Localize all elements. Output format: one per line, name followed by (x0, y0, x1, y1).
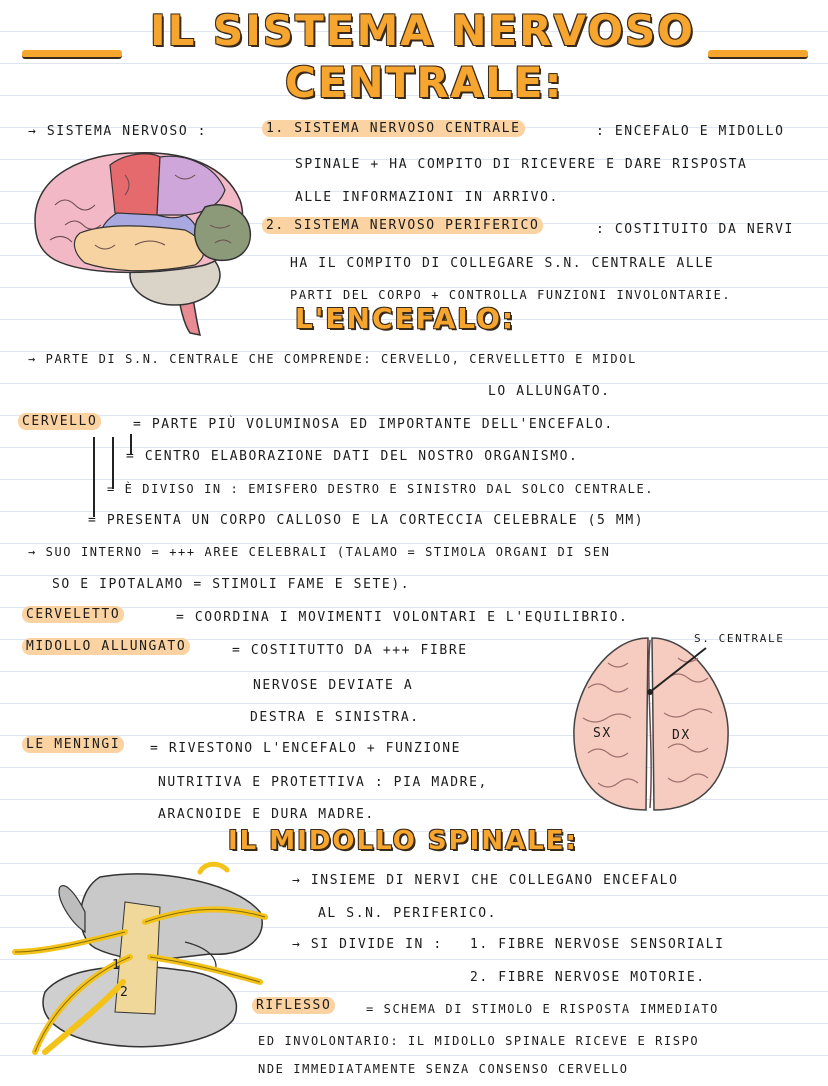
title-rule-right (708, 50, 808, 59)
midollo-allungato-highlight: MIDOLLO ALLUNGATO (22, 638, 190, 655)
brain-top-dx-label: DX (672, 728, 691, 743)
midollo-allungato-label (22, 639, 190, 654)
encefalo-heading: L'ENCEFALO: (295, 302, 516, 335)
interno-line1: → SUO INTERNO = +++ AREE CELEBRALI (TALAMO = STIMOLA ORGANI DI SEN (28, 545, 611, 559)
riflesso-label (252, 998, 335, 1013)
sn-centrale-line2: SPINALE + HA COMPITO DI RICEVERE E DARE RISPOSTA (295, 157, 748, 172)
sn-centrale-label (262, 121, 525, 136)
cervelletto-label (22, 607, 124, 622)
brain-top-sx-label: SX (593, 726, 612, 741)
meningi-def3: ARACNOIDE E DURA MADRE. (158, 807, 375, 822)
midollo-def1: = COSTITUTTO DA +++ FIBRE (232, 643, 468, 658)
encefalo-intro-line1: → PARTE DI S.N. CENTRALE CHE COMPRENDE: CERVELLO, CERVELLETTO E MIDOL (28, 352, 637, 366)
midollo-def3: DESTRA E SINISTRA. (250, 710, 420, 725)
meningi-def1: = RIVESTONO L'ENCEFALO + FUNZIONE (150, 741, 462, 756)
sn-periferico-line3: PARTI DEL CORPO + CONTROLLA FUNZIONI INVOLONTARIE. (290, 288, 732, 302)
cervello-bracket-1 (93, 437, 95, 517)
spinal-fig-label-1: 1 (112, 958, 122, 973)
meningi-label (22, 737, 124, 752)
cervello-def4: = PRESENTA UN CORPO CALLOSO E LA CORTECCIA CELEBRALE (5 MM) (88, 513, 645, 528)
meningi-def2: NUTRITIVA E PROTETTIVA : PIA MADRE, (158, 775, 488, 790)
cervelletto-highlight: CERVELETTO (22, 606, 124, 623)
midollo-spinale-divide: → SI DIVIDE IN : (292, 937, 443, 952)
sn-centrale-highlight: 1. SISTEMA NERVOSO CENTRALE (262, 120, 525, 137)
midollo-spinale-line2: AL S.N. PERIFERICO. (318, 906, 498, 921)
page-title: IL SISTEMA NERVOSO (150, 6, 696, 55)
midollo-def2: NERVOSE DEVIATE A (253, 678, 414, 693)
sn-periferico-line1: : COSTITUITO DA NERVI (596, 222, 794, 237)
sn-periferico-line2: HA IL COMPITO DI COLLEGARE S.N. CENTRALE ALLE (290, 256, 715, 271)
riflesso-line2: ED INVOLONTARIO: IL MIDOLLO SPINALE RICEVE E RISPO (258, 1034, 700, 1048)
riflesso-highlight: RIFLESSO (252, 997, 335, 1014)
cervello-label (18, 414, 101, 429)
brain-top-illustration (568, 628, 738, 818)
riflesso-line3: NDE IMMEDIATAMENTE SENZA CONSENSO CERVELLO (258, 1062, 629, 1076)
cervello-def: = PARTE PIÙ VOLUMINOSA ED IMPORTANTE DELL'ENCEFALO. (133, 417, 614, 432)
meningi-highlight: LE MENINGI (22, 736, 124, 753)
spinal-cord-illustration (5, 862, 275, 1062)
cervelletto-def: = COORDINA I MOVIMENTI VOLONTARI E L'EQUILIBRIO. (176, 610, 629, 625)
cervello-def2: = CENTRO ELABORAZIONE DATI DEL NOSTRO ORGANISMO. (126, 449, 579, 464)
fibre-motorie: 2. FIBRE NERVOSE MOTORIE. (470, 970, 706, 985)
midollo-spinale-heading: IL MIDOLLO SPINALE: (228, 826, 578, 856)
encefalo-intro-line2: LO ALLUNGATO. (488, 384, 611, 399)
sn-periferico-label (262, 218, 543, 233)
sn-centrale-line3: ALLE INFORMAZIONI IN ARRIVO. (295, 190, 559, 205)
page-title-line2: CENTRALE: (285, 58, 564, 107)
sistema-nervoso-lead: → SISTEMA NERVOSO : (28, 124, 208, 139)
fibre-sensoriali: 1. FIBRE NERVOSE SENSORIALI (470, 937, 725, 952)
spinal-fig-label-2: 2 (120, 985, 130, 1000)
midollo-spinale-line1: → INSIEME DI NERVI CHE COLLEGANO ENCEFALO (292, 873, 679, 888)
brain-side-illustration (25, 145, 265, 345)
brain-top-central-label: S. CENTRALE (694, 632, 785, 645)
sn-centrale-line1: : ENCEFALO E MIDOLLO (596, 124, 785, 139)
title-rule-left (22, 50, 122, 59)
interno-line2: SO E IPOTALAMO = STIMOLI FAME E SETE). (52, 577, 411, 592)
sn-periferico-highlight: 2. SISTEMA NERVOSO PERIFERICO (262, 217, 543, 234)
cervello-highlight: CERVELLO (18, 413, 101, 430)
riflesso-line1: = SCHEMA DI STIMOLO E RISPOSTA IMMEDIATO (366, 1002, 719, 1016)
cervello-def3: = È DIVISO IN : EMISFERO DESTRO E SINISTRO DAL SOLCO CENTRALE. (107, 482, 655, 496)
